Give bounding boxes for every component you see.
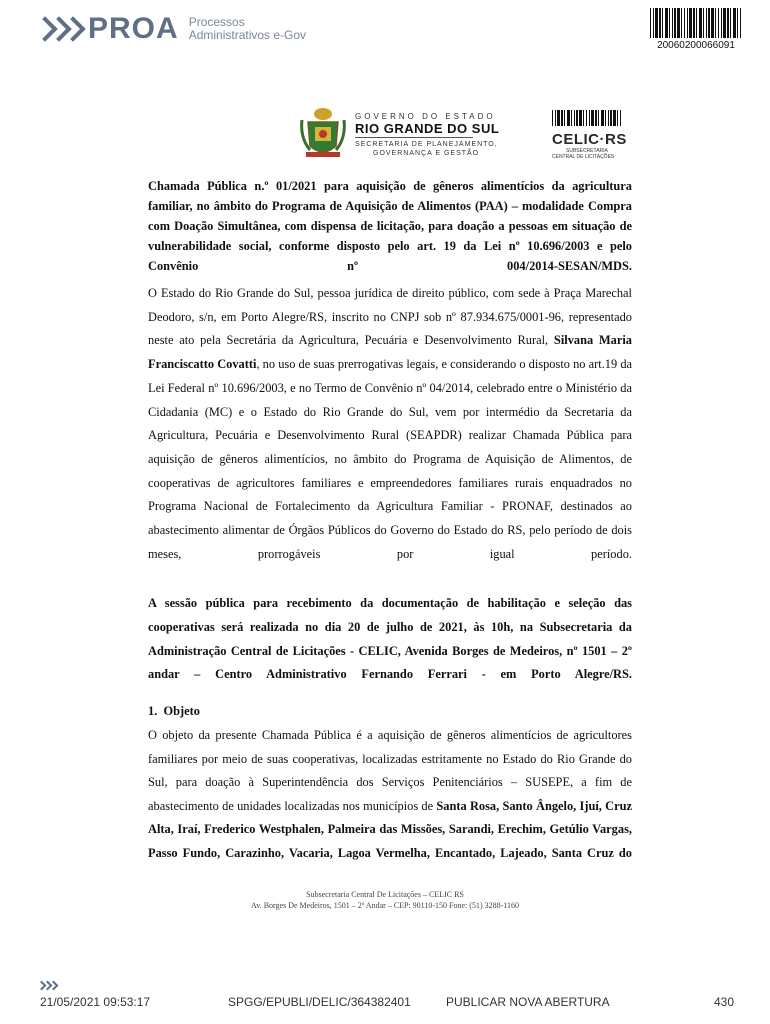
celic-name: CELIC·RS	[552, 131, 627, 148]
session-paragraph: A sessão pública para recebimento da documentação de habilitação e seleção das cooperativas será realizada no dia 20 de julho de 2021, às 10h, na Subsecretaria da Administração Central de Licitações - CELIC, Avenida Borges de Medeiros, nº 1501 – 2º andar – Centro Administrativo Fernando Ferrari - em Porto Alegre/RS.	[148, 596, 632, 682]
document-title: Chamada Pública n.º 01/2021 para aquisição de gêneros alimentícios da agricultura familiar, no âmbito do Programa de Aquisição de Alimentos (PAA) – modalidade Compra com Doação Simultânea, com dispensa de licitação, para doação a pessoas em situação de vulnerabilidade social, conforme disposto pelo art. 19 da Lei nº 10.696/2003 e pelo Convênio nº 004/2014-SESAN/MDS.	[148, 179, 632, 273]
proa-logo	[40, 12, 306, 46]
brand-subtitle	[189, 16, 306, 42]
section-1-cities: Santa Rosa, Santo Ângelo, Ijuí, Cruz Alta, Iraí, Frederico Westphalen, Palmeira das Missões, Sarandi, Erechim, Getúlio Vargas, Passo Fundo, Carazinho, Vacaria, Lagoa Vermelha, Encantado, Lajeado, Santa Cruz do	[148, 798, 632, 860]
process-id: SPGG/EPUBLI/DELIC/364382401	[228, 995, 411, 1009]
barcode-number: 20060200066091	[657, 40, 735, 51]
gov-line3: SECRETARIA DE PLANEJAMENTO,	[355, 141, 498, 148]
celic-barcode-icon	[552, 110, 622, 126]
page-footer-line1: Subsecretaria Central De Licitações – CELIC RS	[306, 890, 464, 899]
section-1-paragraph	[148, 724, 632, 865]
section-1-heading: 1. Objeto	[148, 704, 200, 718]
celic-logo	[552, 110, 627, 160]
secretary-name: Silvana Maria Franciscatto Covatti	[148, 333, 632, 372]
government-logo-text	[355, 112, 499, 158]
intro-text-b: , no uso de suas prerrogativas legais, e considerando o disposto no art.19 da Lei Federal nº 10.696/2003, e no Termo de Convênio nº 04/2014, celebrado entre o Ministério da Cidadania (MC) e o Estado do Rio Grande do Sul, vem por intermédio da Secretaria da Agricultura, Pecuária e Desenvolvimento Rural (SEAPDR) realizar Chamada Pública para aquisição de gêneros alimentícios, no âmbito do Programa de Aquisição de Alimentos, de cooperativas de agricultores familiares e empreendedores familiares rurais enquadrados no Programa Nacional de Fortalecimento da Agricultura Familiar - PRONAF, destinados ao abastecimento alimentar de Órgãos Públicos do Governo do Estado do RS, pelo período de dois meses, prorrogáveis por igual período.	[148, 357, 633, 561]
intro-text-a: O Estado do Rio Grande do Sul, pessoa jurídica de direito público, com sede à Praça Marechal Deodoro, s/n, em Porto Alegre/RS, inscrito no CNPJ sob nº 87.934.675/0001-96, representado neste ato pela Secretária da Agricultura, Pecuária e Desenvolvimento Rural,	[148, 286, 632, 348]
timestamp: 21/05/2021 09:53:17	[40, 995, 151, 1009]
celic-sub1: SUBSECRETARIA	[566, 148, 608, 154]
page-footer-line2: Av. Borges De Medeiros, 1501 – 2º Andar – CEP: 90110-150 Fone: (51) 3288-1160	[251, 901, 519, 910]
intro-paragraph	[148, 282, 632, 566]
brand-subtitle-line2: Administrativos e-Gov	[188, 28, 307, 42]
proa-chevron-icon	[40, 20, 82, 38]
section-1-text: O objeto da presente Chamada Pública é a aquisição de gêneros alimentícios de agricultores familiares por meio de suas cooperativas, localizadas estritamente no Estado do Rio Grande do Sul, para doação à Superintendência dos Serviços Penitenciários – SUSEPE, a fim de abastecimento de unidades localizadas nos municípios de	[148, 728, 632, 813]
gov-line1: GOVERNO DO ESTADO	[355, 112, 496, 121]
action-label: PUBLICAR NOVA ABERTURA	[446, 995, 610, 1009]
coat-of-arms-icon	[298, 100, 348, 162]
brand-name: PROA	[88, 12, 179, 45]
barcode-icon	[650, 8, 742, 38]
brand-subtitle-line1: Processos	[188, 15, 245, 29]
page-number: 430	[714, 995, 735, 1009]
celic-sub2: CENTRAL DE LICITAÇÕES	[552, 154, 615, 160]
gov-line4: GOVERNANÇA E GESTÃO	[373, 150, 480, 157]
gov-line2: RIO GRANDE DO SUL	[355, 121, 500, 136]
proa-small-chevron-icon	[38, 982, 56, 989]
